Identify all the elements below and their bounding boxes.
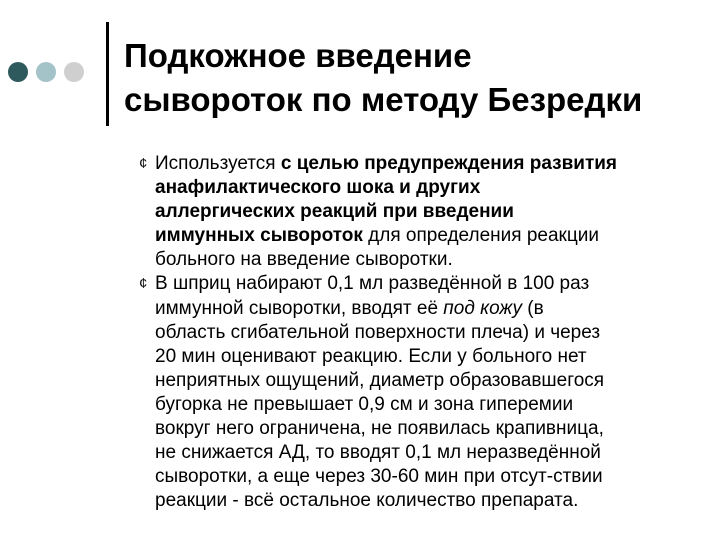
text-line: вокруг него ограничена, не появилась крапивница,: [155, 418, 604, 440]
light-teal-dot: [36, 62, 56, 82]
text-line: неприятных ощущений, диаметр образовавшегося: [155, 369, 605, 391]
title-line-2: сывороток по методу Безредки: [124, 81, 643, 118]
title-line-1: Подкожное введение: [124, 37, 472, 74]
gray-dot: [64, 62, 84, 82]
text-line: аллергических реакций при введении: [155, 201, 514, 223]
slide-title: [124, 34, 704, 122]
text-line: 20 мин оценивают реакцию. Если у больного нет: [155, 345, 587, 367]
dark-teal-dot: [8, 62, 28, 82]
text-line: иммунных сывороток для определения реакции: [155, 225, 599, 247]
decorative-dots: [8, 62, 98, 84]
text-line: область сгибательной поверхности плеча) и через: [155, 321, 601, 343]
bullet-item-2: [139, 272, 706, 513]
text-line: анафилактического шока и других: [155, 177, 481, 199]
bullet-icon: ¢: [139, 155, 148, 172]
text-line: сыворотки, а еще через 30-60 мин при отсут-ствии: [155, 466, 603, 488]
text-line: В шприц набирают 0,1 мл разведённой в 100 раз: [155, 273, 590, 295]
bullet-list: [139, 152, 706, 513]
bullet-item-1: [139, 152, 706, 272]
text-line: иммунной сыворотки, вводят её под кожу (в: [155, 297, 544, 319]
text-line: Используется с целью предупреждения развития: [155, 153, 618, 174]
text-line: не снижается АД, то вводят 0,1 мл неразведённой: [155, 442, 601, 464]
text-line: больного на введение сыворотки.: [155, 249, 453, 271]
title-divider: [106, 22, 109, 126]
text-line: бугорка не превышает 0,9 см и зона гиперемии: [155, 393, 574, 415]
bullet-icon: ¢: [139, 275, 148, 293]
text-line: реакции - всё остальное количество препарата.: [155, 490, 579, 512]
